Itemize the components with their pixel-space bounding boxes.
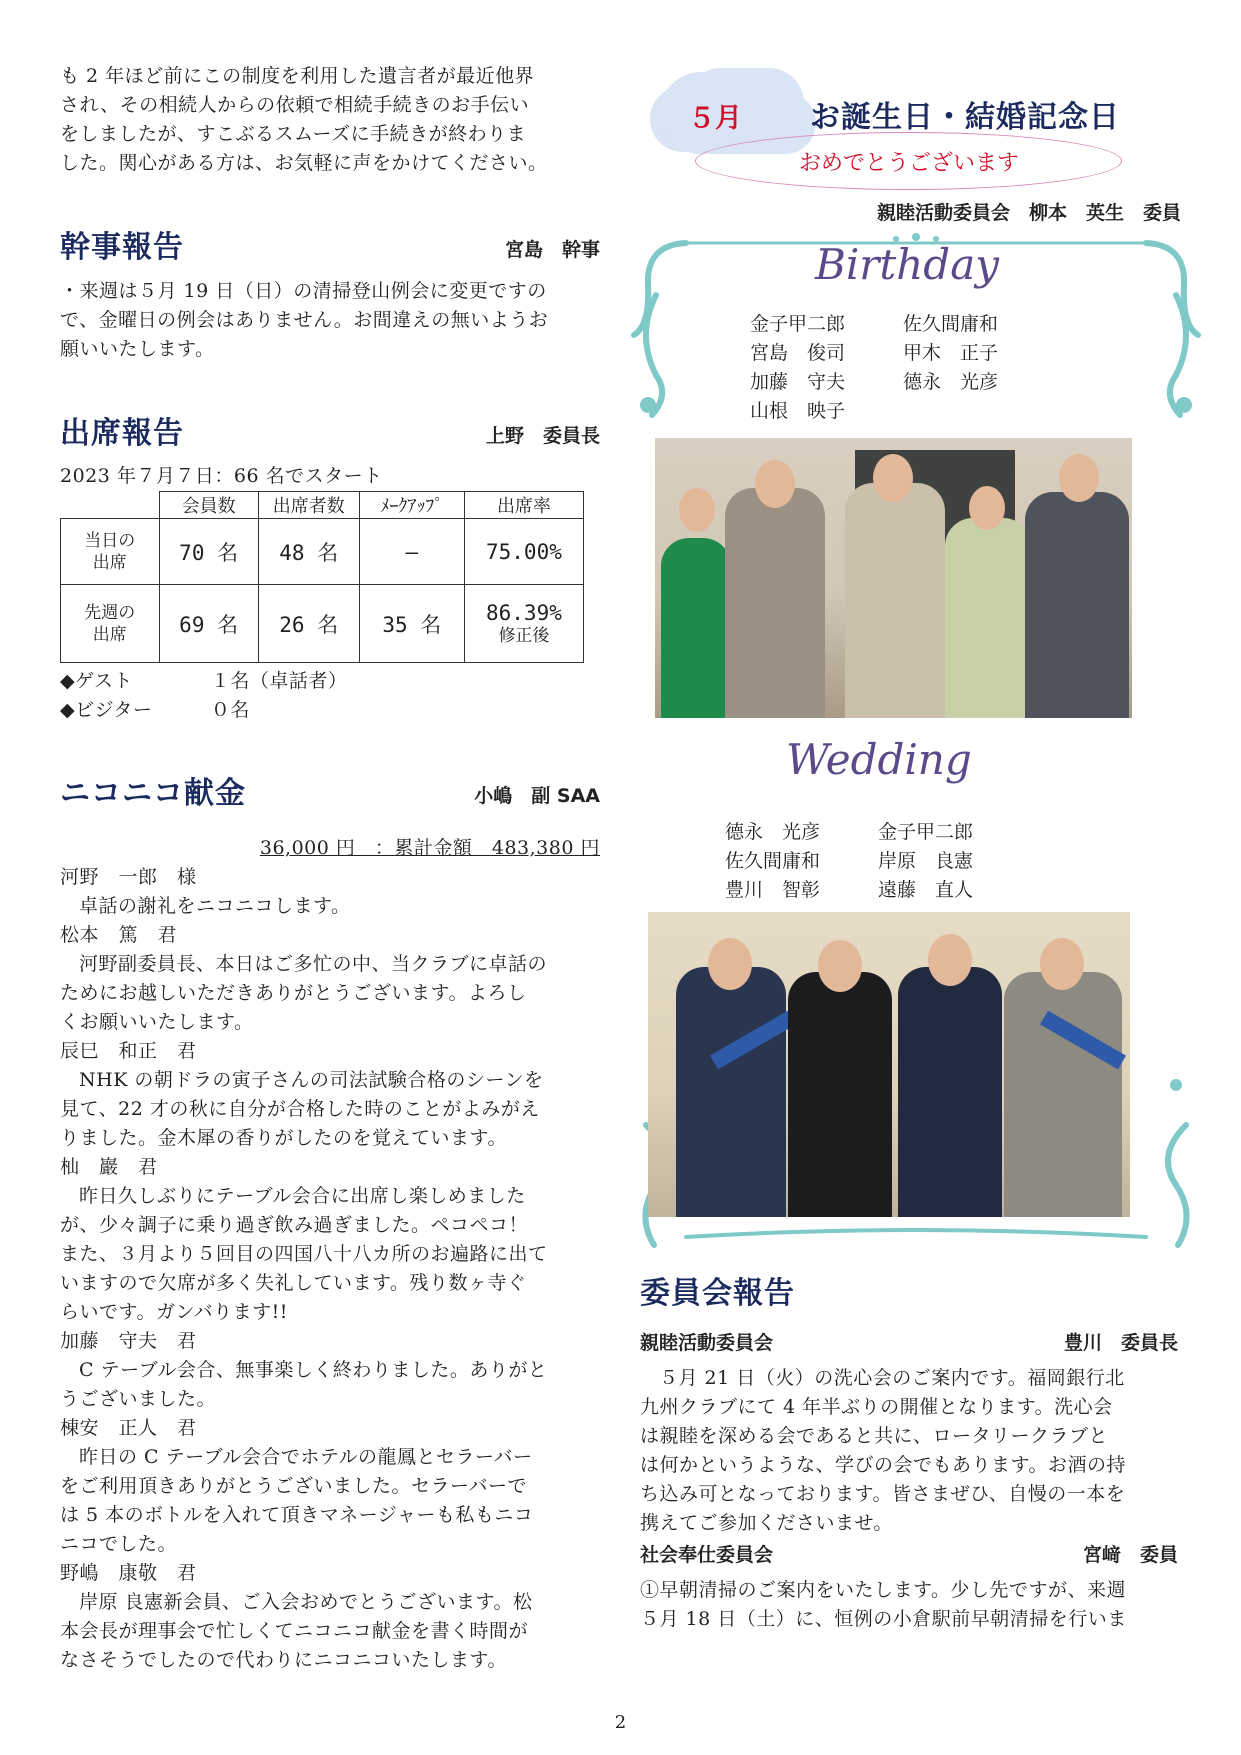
- text-line: ５月 18 日（土）に、恒例の小倉駅前早朝清掃を行いま: [640, 1608, 1127, 1630]
- nikoniko-header: [60, 768, 600, 812]
- attendance-body: [60, 462, 600, 725]
- section-reporter: 上野 委員長: [485, 425, 600, 447]
- donation-message-line: ためにお越しいただきありがとうございます。よろし: [60, 982, 527, 1004]
- donation-message-line: は 5 本のボトルを入れて頂きマネージャーも私もニコ: [60, 1504, 534, 1526]
- congrats-text: おめでとうございます: [798, 151, 1019, 176]
- donor-name: 棟安 正人 君: [60, 1417, 197, 1439]
- donor-name: 杣 巖 君: [60, 1156, 158, 1178]
- donation-entry: [60, 1037, 600, 1153]
- member-name: 德永 光彦: [903, 371, 999, 393]
- member-name: 佐久間庸和: [903, 313, 999, 335]
- month-label: ５月: [688, 103, 742, 134]
- donation-message-line: くお願いいたします。: [60, 1011, 254, 1033]
- name-row: [750, 368, 1056, 397]
- text-line: も 2 年ほど前にこの制度を利用した遺言者が最近他界: [60, 65, 535, 87]
- makeup-cell: ―: [359, 519, 464, 585]
- donation-entry: [60, 1559, 600, 1675]
- name-row: [725, 847, 1031, 876]
- member-name: 豊川 智彰: [725, 879, 821, 901]
- name-row: [750, 397, 1056, 426]
- text-line: ５月 21 日（火）の洗心会のご案内です。福岡銀行北: [659, 1367, 1125, 1389]
- donation-message-line: いますので欠席が多く失礼しています。残り数ヶ寺ぐ: [60, 1272, 527, 1294]
- donor-name: 加藤 守夫 君: [60, 1330, 197, 1352]
- member-name: [903, 397, 1056, 426]
- members-cell: 70 名: [159, 519, 258, 585]
- text-line: は何かというような、学びの会でもあります。お酒の持: [640, 1454, 1126, 1476]
- text-line: 九州クラブにて 4 年半ぶりの開催となります。洗心会: [640, 1396, 1113, 1418]
- section-title: 幹事報告: [60, 230, 184, 265]
- kanji-report-body: [60, 277, 600, 364]
- committee-report-title: 委員会報告: [640, 1276, 795, 1311]
- rate-cell: 75.00%: [464, 519, 583, 585]
- intro-paragraph: [60, 62, 600, 178]
- birthday-group-photo: [655, 438, 1132, 718]
- donation-message-line: うございました。: [60, 1388, 217, 1410]
- donation-message-line: ニコでした。: [60, 1533, 178, 1555]
- donor-name: 野嶋 康敬 君: [60, 1562, 197, 1584]
- celebration-committee: 親睦活動委員会 柳本 英生 委員: [876, 202, 1181, 224]
- text-line: ・来週は５月 19 日（日）の清掃登山例会に変更ですの: [60, 280, 547, 302]
- member-name: 甲木 正子: [903, 342, 999, 364]
- page-number: 2: [614, 1712, 627, 1733]
- attendees-cell: 26 名: [258, 585, 359, 663]
- donation-message-line: NHK の朝ドラの寅子さんの司法試験合格のシーンを: [79, 1069, 544, 1091]
- committee-report-body: [640, 1328, 1178, 1634]
- donor-name: 松本 篤 君: [60, 924, 178, 946]
- attendees-cell: 48 名: [258, 519, 359, 585]
- text-line: ①早朝清掃のご案内をいたします。少し先ですが、来週: [640, 1579, 1126, 1601]
- celebration-title: お誕生日・結婚記念日: [810, 100, 1120, 135]
- members-cell: 69 名: [159, 585, 258, 663]
- donation-message-line: をご利用頂きありがとうございました。セラーバーで: [60, 1475, 528, 1497]
- donation-entry: [60, 1153, 600, 1327]
- table-header: 会員数: [159, 492, 258, 519]
- donation-message-line: 卓話の謝礼をニコニコします。: [79, 895, 351, 917]
- donation-message-line: C テーブル会合、無事楽しく終わりました。ありがと: [79, 1359, 548, 1381]
- attendance-start-line: 2023 年７月７日：66 名でスタート: [60, 465, 383, 487]
- donation-message-line: 昨日久しぶりにテーブル会合に出席し楽しめました: [79, 1185, 526, 1207]
- table-header: 出席率: [464, 492, 583, 519]
- donation-message-line: 見て、22 才の秋に自分が合格した時のことがよみがえ: [60, 1098, 540, 1120]
- member-name: 金子甲二郎: [750, 313, 846, 335]
- member-name: 宮島 俊司: [750, 342, 846, 364]
- name-row: [725, 876, 1031, 905]
- member-name: 山根 映子: [750, 400, 846, 422]
- donation-message-line: また、３月より５回目の四国八十八カ所のお遍路に出て: [60, 1243, 548, 1265]
- donation-list: [60, 863, 600, 1675]
- donor-name: 辰巳 和正 君: [60, 1040, 197, 1062]
- donation-message-line: らいです。ガンバります!!: [60, 1301, 288, 1323]
- attendance-header: [60, 408, 600, 452]
- section-title: 出席報告: [60, 416, 184, 451]
- table-row: [61, 585, 584, 663]
- donation-message-line: りました。金木犀の香りがしたのを覚えています。: [60, 1127, 507, 1149]
- wedding-names: [725, 818, 1031, 905]
- attendance-table: [60, 491, 584, 663]
- text-line: 願いいたします。: [60, 338, 215, 360]
- donation-message-line: 岸原 良憲新会員、ご入会おめでとうございます。松: [79, 1591, 533, 1613]
- committee-name: 社会奉仕委員会: [640, 1544, 774, 1566]
- member-name: 德永 光彦: [725, 821, 821, 843]
- wedding-label: Wedding: [786, 735, 972, 784]
- section-reporter: 小嶋 副 SAA: [474, 785, 600, 807]
- committee-section-header: [640, 1328, 1178, 1358]
- total-line: 36,000 円 ：累計金額 483,380 円: [259, 837, 600, 859]
- donation-message-line: 河野副委員長、本日はご多忙の中、当クラブに卓話の: [79, 953, 548, 975]
- member-name: 加藤 守夫: [750, 371, 846, 393]
- committee-reporter: 豊川 委員長: [1063, 1332, 1178, 1354]
- text-line: をしましたが、すこぶるスムーズに手続きが終わりま: [60, 123, 527, 145]
- wedding-group-photo: [648, 912, 1130, 1217]
- donation-message-line: 昨日の C テーブル会合でホテルの龍鳳とセラーバー: [79, 1446, 533, 1468]
- table-row: [61, 519, 584, 585]
- nikoniko-body: [60, 834, 600, 1675]
- donation-entry: [60, 863, 600, 921]
- table-header: ﾒｰｸｱｯﾌﾟ: [359, 492, 464, 519]
- section-title: ニコニコ献金: [60, 776, 246, 811]
- table-header: 出席者数: [258, 492, 359, 519]
- member-name: 岸原 良憲: [878, 850, 974, 872]
- text-line: は親睦を深める会であると共に、ロータリークラブと: [640, 1425, 1109, 1447]
- text-line: した。関心がある方は、お気軽に声をかけてください。: [60, 152, 548, 174]
- name-row: [750, 339, 1056, 368]
- committee-section-header: [640, 1540, 1178, 1570]
- member-name: 佐久間庸和: [725, 850, 821, 872]
- name-row: [750, 310, 1056, 339]
- table-header-blank: [61, 492, 160, 519]
- guest-line: ◆ゲスト １名（卓話者）: [60, 670, 348, 692]
- text-line: ち込み可となっております。皆さまぜひ、自慢の一本を: [640, 1483, 1126, 1505]
- member-name: 金子甲二郎: [878, 821, 974, 843]
- donation-entry: [60, 1327, 600, 1414]
- committee-name: 親睦活動委員会: [640, 1332, 774, 1354]
- birthday-names: [750, 310, 1056, 426]
- text-line: され、その相続人からの依頼で相続手続きのお手伝い: [60, 94, 530, 116]
- section-reporter: 宮島 幹事: [504, 239, 600, 261]
- text-line: 携えてご参加くださいませ。: [640, 1512, 893, 1534]
- donor-name: 河野 一郎 様: [60, 866, 197, 888]
- member-name: 遠藤 直人: [878, 879, 974, 901]
- committee-reporter: 宮﨑 委員: [1082, 1544, 1178, 1566]
- name-row: [725, 818, 1031, 847]
- donation-message-line: なさそうでしたので代わりにニコニコいたします。: [60, 1649, 507, 1671]
- donation-message-line: 本会長が理事会で忙しくてニコニコ献金を書く時間が: [60, 1620, 529, 1642]
- row-label: 当日の 出席: [61, 519, 160, 585]
- kanji-report-header: [60, 222, 600, 266]
- text-line: で、金曜日の例会はありません。お間違えの無いようお: [60, 309, 549, 331]
- birthday-label: Birthday: [815, 240, 999, 289]
- donation-message-line: が、少々調子に乗り過ぎ飲み過ぎました。ペコペコ！: [60, 1214, 529, 1236]
- rate-cell: 86.39% 修正後: [464, 585, 583, 663]
- donation-entry: [60, 921, 600, 1037]
- row-label: 先週の 出席: [61, 585, 160, 663]
- visitor-line: ◆ビジター ０名: [60, 699, 250, 721]
- makeup-cell: 35 名: [359, 585, 464, 663]
- donation-entry: [60, 1414, 600, 1559]
